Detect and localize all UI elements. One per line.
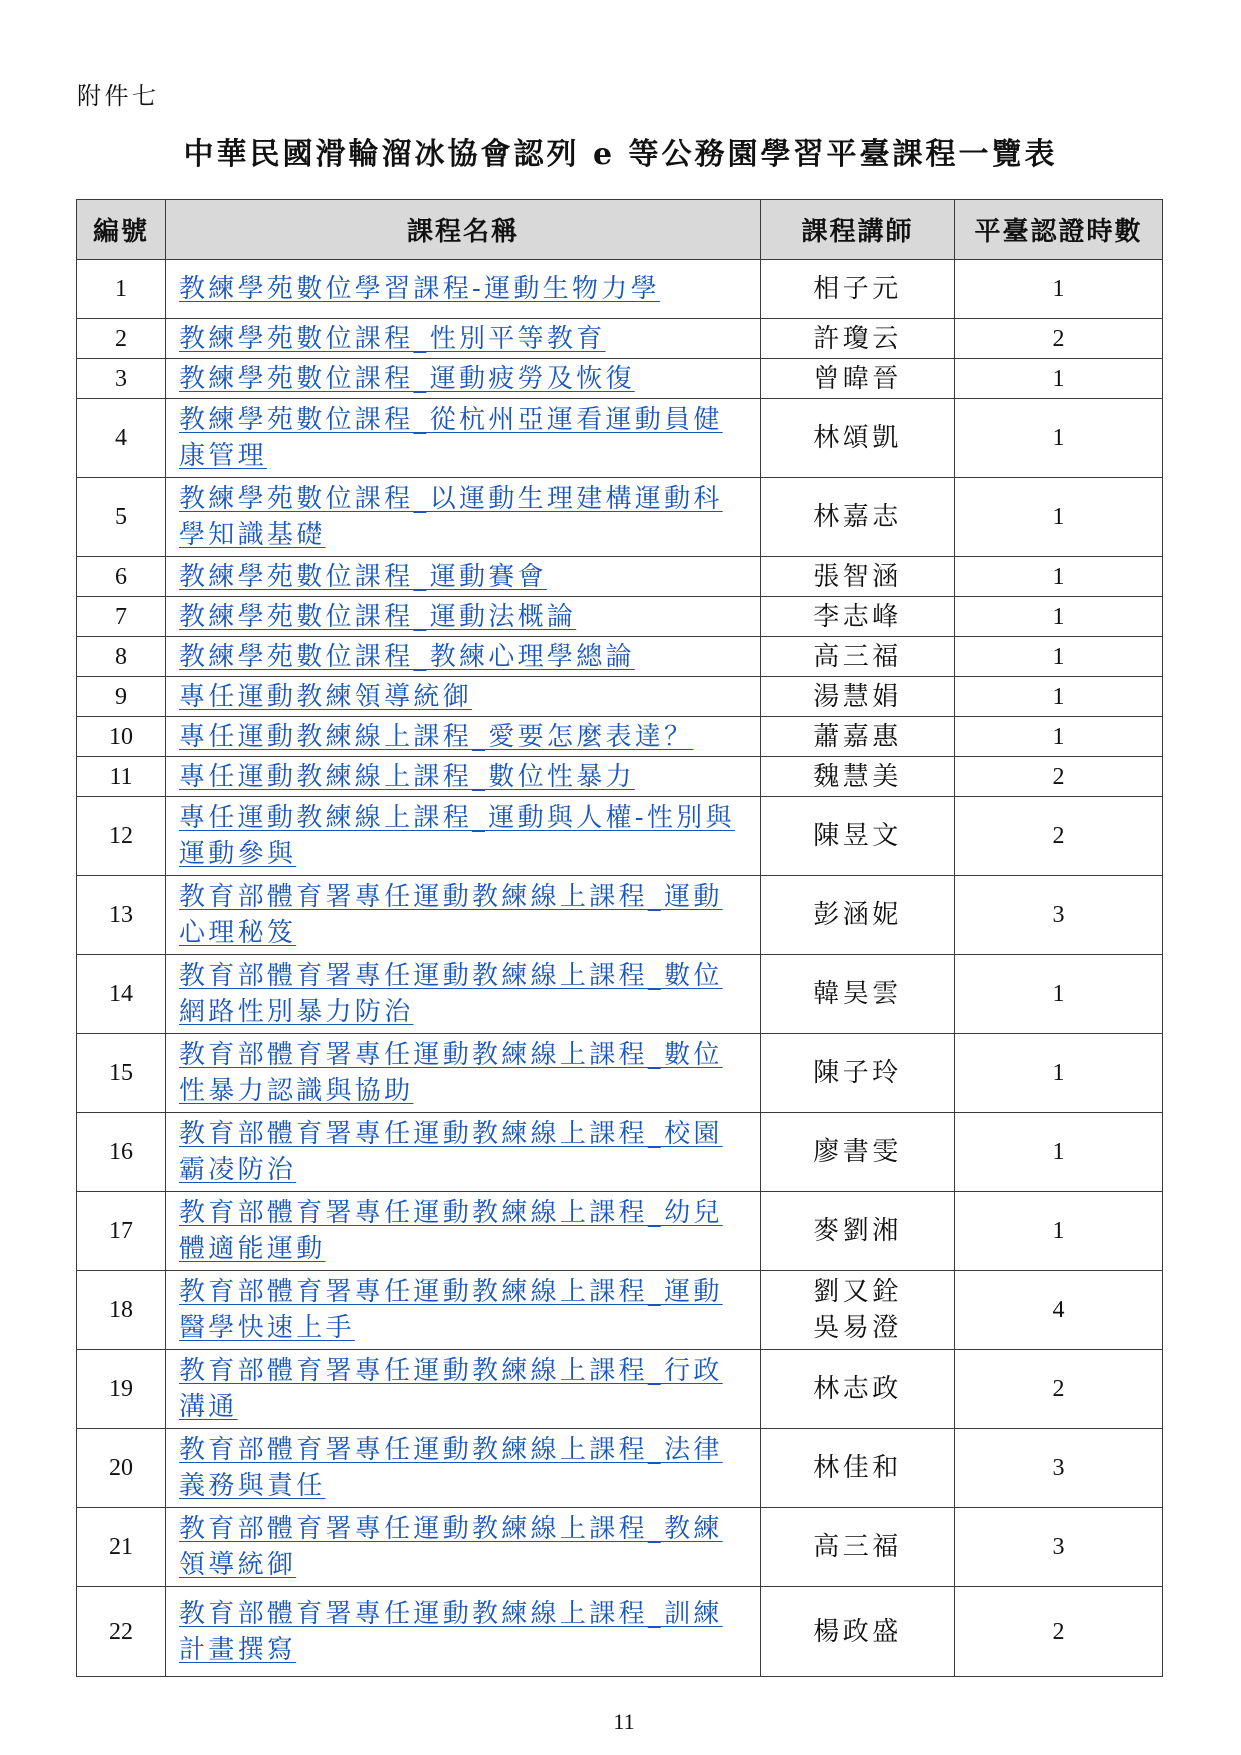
course-instructor	[761, 637, 955, 677]
instructor-name: 林佳和	[813, 1453, 902, 1483]
page-number: 11	[613, 1709, 635, 1734]
course-number: 22	[77, 1587, 166, 1677]
course-number: 4	[77, 399, 166, 478]
course-name-cell	[166, 1034, 761, 1113]
course-instructor	[761, 1192, 955, 1271]
header-number: 編號	[77, 200, 166, 260]
table-row	[77, 1192, 1163, 1271]
certified-hours: 1	[955, 557, 1163, 597]
certified-hours: 3	[955, 1508, 1163, 1587]
course-instructor	[761, 1587, 955, 1677]
certified-hours: 1	[955, 478, 1163, 557]
course-name-cell	[166, 1508, 761, 1587]
course-name-cell	[166, 876, 761, 955]
course-name-cell	[166, 260, 761, 319]
course-link[interactable]: 專任運動教練線上課程_數位性暴力	[179, 761, 635, 792]
course-link[interactable]: 教育部體育署專任運動教練線上課程_數位網路性別暴力防治	[179, 961, 723, 1027]
course-name-cell	[166, 717, 761, 757]
course-name-cell	[166, 597, 761, 637]
instructor-name: 陳子玲	[813, 1058, 902, 1088]
course-name-cell	[166, 1429, 761, 1508]
table-row	[77, 1587, 1163, 1677]
course-link[interactable]: 教育部體育署專任運動教練線上課程_數位性暴力認識與協助	[179, 1040, 723, 1106]
certified-hours: 1	[955, 637, 1163, 677]
instructor-name: 林頌凱	[813, 423, 902, 453]
instructor-name: 魏慧美	[813, 761, 902, 792]
course-name-cell	[166, 359, 761, 399]
course-number: 10	[77, 717, 166, 757]
instructor-name: 吳易澄	[813, 1313, 902, 1343]
course-link[interactable]: 專任運動教練線上課程_運動與人權-性別與運動參與	[179, 803, 735, 869]
course-name-cell	[166, 1113, 761, 1192]
table-row	[77, 1350, 1163, 1429]
course-number: 7	[77, 597, 166, 637]
certified-hours: 2	[955, 1350, 1163, 1429]
course-instructor	[761, 319, 955, 359]
course-name-cell	[166, 1192, 761, 1271]
course-instructor	[761, 1113, 955, 1192]
course-instructor	[761, 359, 955, 399]
table-row	[77, 876, 1163, 955]
table-row	[77, 478, 1163, 557]
course-link[interactable]: 教練學苑數位課程_以運動生理建構運動科學知識基礎	[179, 484, 723, 550]
course-number: 6	[77, 557, 166, 597]
instructor-name: 許瓊云	[813, 323, 902, 354]
table-row	[77, 1113, 1163, 1192]
course-instructor	[761, 955, 955, 1034]
table-row	[77, 757, 1163, 797]
course-name-cell	[166, 955, 761, 1034]
course-link[interactable]: 教育部體育署專任運動教練線上課程_校園霸凌防治	[179, 1119, 723, 1185]
course-instructor	[761, 1271, 955, 1350]
instructor-name: 林嘉志	[813, 502, 902, 532]
course-link[interactable]: 教練學苑數位課程_性別平等教育	[179, 323, 606, 354]
table-row	[77, 359, 1163, 399]
certified-hours: 1	[955, 359, 1163, 399]
course-instructor	[761, 260, 955, 319]
course-link[interactable]: 教育部體育署專任運動教練線上課程_運動醫學快速上手	[179, 1277, 723, 1343]
course-instructor	[761, 717, 955, 757]
course-number: 15	[77, 1034, 166, 1113]
course-name-cell	[166, 319, 761, 359]
table-row	[77, 557, 1163, 597]
course-number: 18	[77, 1271, 166, 1350]
course-instructor	[761, 1429, 955, 1508]
course-number: 13	[77, 876, 166, 955]
course-name-cell	[166, 557, 761, 597]
certified-hours: 1	[955, 1113, 1163, 1192]
instructor-name: 張智涵	[813, 561, 902, 592]
course-instructor	[761, 876, 955, 955]
course-table	[76, 199, 1163, 1677]
course-instructor	[761, 557, 955, 597]
table-row	[77, 597, 1163, 637]
certified-hours: 1	[955, 677, 1163, 717]
course-link[interactable]: 教練學苑數位學習課程-運動生物力學	[179, 274, 660, 304]
table-row	[77, 637, 1163, 677]
course-number: 3	[77, 359, 166, 399]
instructor-name: 蕭嘉惠	[813, 721, 902, 752]
course-name-cell	[166, 757, 761, 797]
table-header-row	[77, 200, 1163, 260]
table-row	[77, 797, 1163, 876]
instructor-name: 湯慧娟	[813, 681, 902, 712]
certified-hours: 1	[955, 399, 1163, 478]
table-row	[77, 319, 1163, 359]
course-instructor	[761, 1508, 955, 1587]
course-instructor	[761, 757, 955, 797]
header-hours: 平臺認證時數	[955, 200, 1163, 260]
course-number: 8	[77, 637, 166, 677]
certified-hours: 2	[955, 797, 1163, 876]
course-name-cell	[166, 797, 761, 876]
course-link[interactable]: 教練學苑數位課程_從杭州亞運看運動員健康管理	[179, 405, 723, 471]
table-row	[77, 399, 1163, 478]
course-number: 1	[77, 260, 166, 319]
certified-hours: 2	[955, 1587, 1163, 1677]
course-name-cell	[166, 1587, 761, 1677]
instructor-name: 劉又銓	[813, 1277, 902, 1307]
course-number: 17	[77, 1192, 166, 1271]
certified-hours: 1	[955, 597, 1163, 637]
page-title: 中華民國滑輪溜冰協會認列 e 等公務園學習平臺課程一覽表	[183, 137, 1058, 172]
course-link[interactable]: 教練學苑數位課程_運動疲勞及恢復	[179, 363, 635, 394]
course-number: 21	[77, 1508, 166, 1587]
header-course-name: 課程名稱	[166, 200, 761, 260]
course-instructor	[761, 1034, 955, 1113]
course-link[interactable]: 教育部體育署專任運動教練線上課程_運動心理秘笈	[179, 882, 723, 948]
table-row	[77, 1429, 1163, 1508]
course-link[interactable]: 教練學苑數位課程_運動賽會	[179, 561, 547, 592]
instructor-name: 廖書雯	[813, 1137, 902, 1167]
course-number: 20	[77, 1429, 166, 1508]
course-instructor	[761, 597, 955, 637]
certified-hours: 3	[955, 1429, 1163, 1508]
course-link[interactable]: 教育部體育署專任運動教練線上課程_訓練計畫撰寫	[179, 1598, 723, 1665]
certified-hours: 1	[955, 717, 1163, 757]
certified-hours: 1	[955, 955, 1163, 1034]
attachment-label: 附件七	[77, 82, 160, 110]
course-link[interactable]: 教育部體育署專任運動教練線上課程_法律義務與責任	[179, 1435, 723, 1501]
table-row	[77, 1034, 1163, 1113]
table-row	[77, 955, 1163, 1034]
instructor-name: 彭涵妮	[813, 900, 902, 930]
course-number: 16	[77, 1113, 166, 1192]
course-link[interactable]: 教育部體育署專任運動教練線上課程_幼兒體適能運動	[179, 1198, 723, 1264]
instructor-name: 林志政	[813, 1374, 902, 1404]
course-instructor	[761, 478, 955, 557]
course-instructor	[761, 1350, 955, 1429]
table-row	[77, 1271, 1163, 1350]
table-row	[77, 1508, 1163, 1587]
instructor-name: 陳昱文	[813, 821, 902, 851]
course-number: 11	[77, 757, 166, 797]
course-number: 14	[77, 955, 166, 1034]
course-instructor	[761, 399, 955, 478]
course-link[interactable]: 教練學苑數位課程_運動法概論	[179, 601, 577, 632]
course-link[interactable]: 專任運動教練線上課程_愛要怎麼表達？	[179, 721, 694, 752]
certified-hours: 1	[955, 1034, 1163, 1113]
course-name-cell	[166, 478, 761, 557]
course-number: 12	[77, 797, 166, 876]
course-link[interactable]: 教練學苑數位課程_教練心理學總論	[179, 641, 635, 672]
course-instructor	[761, 677, 955, 717]
instructor-name: 高三福	[813, 1532, 902, 1562]
certified-hours: 4	[955, 1271, 1163, 1350]
course-name-cell	[166, 637, 761, 677]
course-number: 5	[77, 478, 166, 557]
course-link[interactable]: 教育部體育署專任運動教練線上課程_教練領導統御	[179, 1514, 723, 1580]
instructor-name: 相子元	[813, 274, 902, 304]
course-name-cell	[166, 1350, 761, 1429]
course-number: 19	[77, 1350, 166, 1429]
instructor-name: 曾暐晉	[813, 363, 902, 394]
course-name-cell	[166, 677, 761, 717]
table-row	[77, 260, 1163, 319]
course-number: 9	[77, 677, 166, 717]
certified-hours: 2	[955, 757, 1163, 797]
instructor-name: 李志峰	[813, 601, 902, 632]
instructor-name: 麥劉湘	[813, 1216, 902, 1246]
certified-hours: 3	[955, 876, 1163, 955]
certified-hours: 2	[955, 319, 1163, 359]
course-link[interactable]: 專任運動教練領導統御	[179, 681, 473, 712]
table-row	[77, 717, 1163, 757]
instructor-name: 楊政盛	[813, 1616, 902, 1647]
certified-hours: 1	[955, 1192, 1163, 1271]
course-name-cell	[166, 399, 761, 478]
instructor-name: 高三福	[813, 641, 902, 672]
header-instructor: 課程講師	[761, 200, 955, 260]
course-instructor	[761, 797, 955, 876]
course-link[interactable]: 教育部體育署專任運動教練線上課程_行政溝通	[179, 1356, 723, 1422]
instructor-name: 韓昊雲	[813, 979, 902, 1009]
course-number: 2	[77, 319, 166, 359]
table-row	[77, 677, 1163, 717]
certified-hours: 1	[955, 260, 1163, 319]
course-name-cell	[166, 1271, 761, 1350]
